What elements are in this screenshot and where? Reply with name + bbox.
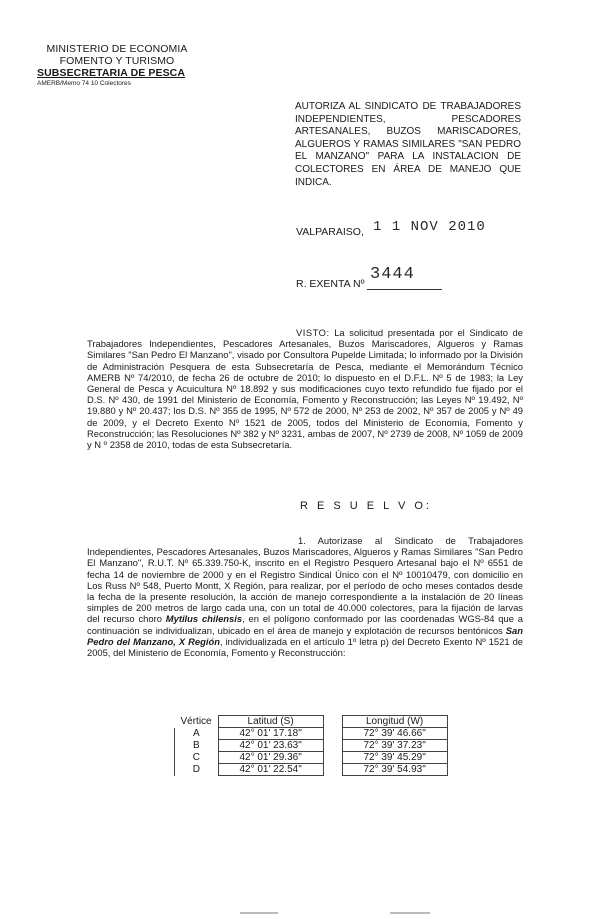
longitude-header: Longitud (W) (342, 716, 447, 728)
latitude-cell: 42° 01' 29.36" (218, 752, 323, 764)
place-label: VALPARAISO, (296, 226, 364, 238)
resolution-number-underline (367, 289, 442, 290)
management-area-name: San Pedro del Manzano, X Región (87, 624, 523, 647)
ministry-name: MINISTERIO DE ECONOMIA (46, 43, 188, 55)
latitude-cell: 42° 01' 17.18" (218, 728, 323, 740)
article-1-text-c: , individualizada en el artículo 1º letra p) del Decreto Exento Nº 1521 de 2005, del Ministerio de Economía, Fomento y Reconstrucción: (87, 635, 523, 659)
table-row (175, 740, 448, 752)
table-row (175, 764, 448, 776)
resolution-number: 3444 (370, 265, 415, 284)
reference-code: AMERB/Memo 74 10 Colectores (37, 80, 131, 87)
article-1-text-b: , en el polígono conformado por las coordenadas WGS-84 que a continuación se individualizan, ubicado en el área de manejo y explotación de recursos bentónicos (87, 613, 523, 636)
page-bottom-scan-artifact (240, 912, 440, 917)
visto-paragraph (87, 327, 523, 450)
vertex-header: Vértice (180, 716, 212, 727)
coordinates-table (174, 715, 448, 776)
latitude-cell: 42° 01' 22.54" (218, 764, 323, 776)
longitude-cell: 72° 39' 54.93" (342, 764, 447, 776)
longitude-cell: 72° 39' 46.66" (342, 728, 447, 740)
letterhead (37, 43, 197, 88)
latitude-cell: 42° 01' 23.63" (218, 740, 323, 752)
resolution-label: R. EXENTA Nº (296, 278, 365, 290)
vertex-cell: D (175, 764, 219, 776)
table-row (175, 752, 448, 764)
vertex-cell: A (175, 728, 219, 740)
visto-lead: VISTO: (296, 327, 330, 338)
vertex-cell: C (175, 752, 219, 764)
latitude-header: Latitud (S) (218, 716, 323, 728)
table-row (175, 728, 448, 740)
resolution-subject: AUTORIZA AL SINDICATO DE TRABAJADORES INDEPENDIENTES, PESCADORES ARTESANALES, BUZOS MARISCADORES, ALGUEROS Y RAMAS SIMILARES "SAN PEDRO EL MANZANO" PARA LA INSTALACION DE COLECTORES EN ÁREA DE MANEJO QUE INDICA. (295, 101, 521, 188)
longitude-cell: 72° 39' 45.29" (342, 752, 447, 764)
article-1-paragraph (87, 535, 523, 658)
visto-text: La solicitud presentada por el Sindicato de Trabajadores Independientes, Pescadores Artesanales, Buzos Mariscadores, Algueros y Ramas Similares "San Pedro El Manzano", visado por Consultora Pupelde Limitada; lo informado por la División de Administración Pesquera de esta Subsecretaría de Pesca, mediante el Memorándum Técnico AMERB Nº 74/2010, de fecha 26 de octubre de 2010; lo dispuesto en el D.F.L. Nº 5 de 1983; la Ley General de Pesca y Acuicultura Nº 18.892 y sus modificaciones cuyo texto refundido fue fijado por el D.S. Nº 430, de 1991 del Ministerio de Economía, Fomento y Reconstrucción; las Leyes Nº 19.492, Nº 19.880 y Nº 20.437; los D.S. Nº 355 de 1995, Nº 572 de 2000, Nº 253 de 2002, Nº 357 de 2005 y Nº 49 de 2009, y el Decreto Exento Nº 1521 de 2005, todos del Ministerio de Economía, Fomento y Reconstrucción; las Resoluciones Nº 382 y Nº 3231, ambas de 2007, Nº 2739 de 2008, Nº 1059 de 2009 y N º 2358 de 2010, todas de esta Subsecretaría. (87, 327, 523, 451)
species-name: Mytilus chilensis (165, 613, 243, 625)
article-1-text-a: 1. Autorízase al Sindicato de Trabajadores Independientes, Pescadores Artesanales, Buzos Mariscadores, Algueros y Ramas Similares "San Pedro El Manzano", R.U.T. Nº 65.339.750-K, inscrito en el Registro Pesquero Artesanal bajo el Nº 6551 de fecha 14 de noviembre de 2000 y en el Registro Sindical Único con el Nº 10010479, con domicilio en Los Russ Nº 548, Puerto Montt, X Región, para realizar, por el período de ocho meses contados desde la fecha de la presente resolución, la acción de manejo correspondiente a la instalación de 20 líneas simples de 200 metros de largo cada una, con un total de 40.000 colectores, para la fijación de larvas del recurso choro (87, 535, 523, 625)
date-stamp: 1 1 NOV 2010 (373, 219, 486, 235)
subsecretaria-name: SUBSECRETARIA DE PESCA (37, 67, 186, 79)
vertex-cell: B (175, 740, 219, 752)
longitude-cell: 72° 39' 37.23" (342, 740, 447, 752)
ministry-subtitle: FOMENTO Y TURISMO (59, 55, 175, 67)
resuelvo-heading: R E S U E L V O: (300, 500, 432, 512)
